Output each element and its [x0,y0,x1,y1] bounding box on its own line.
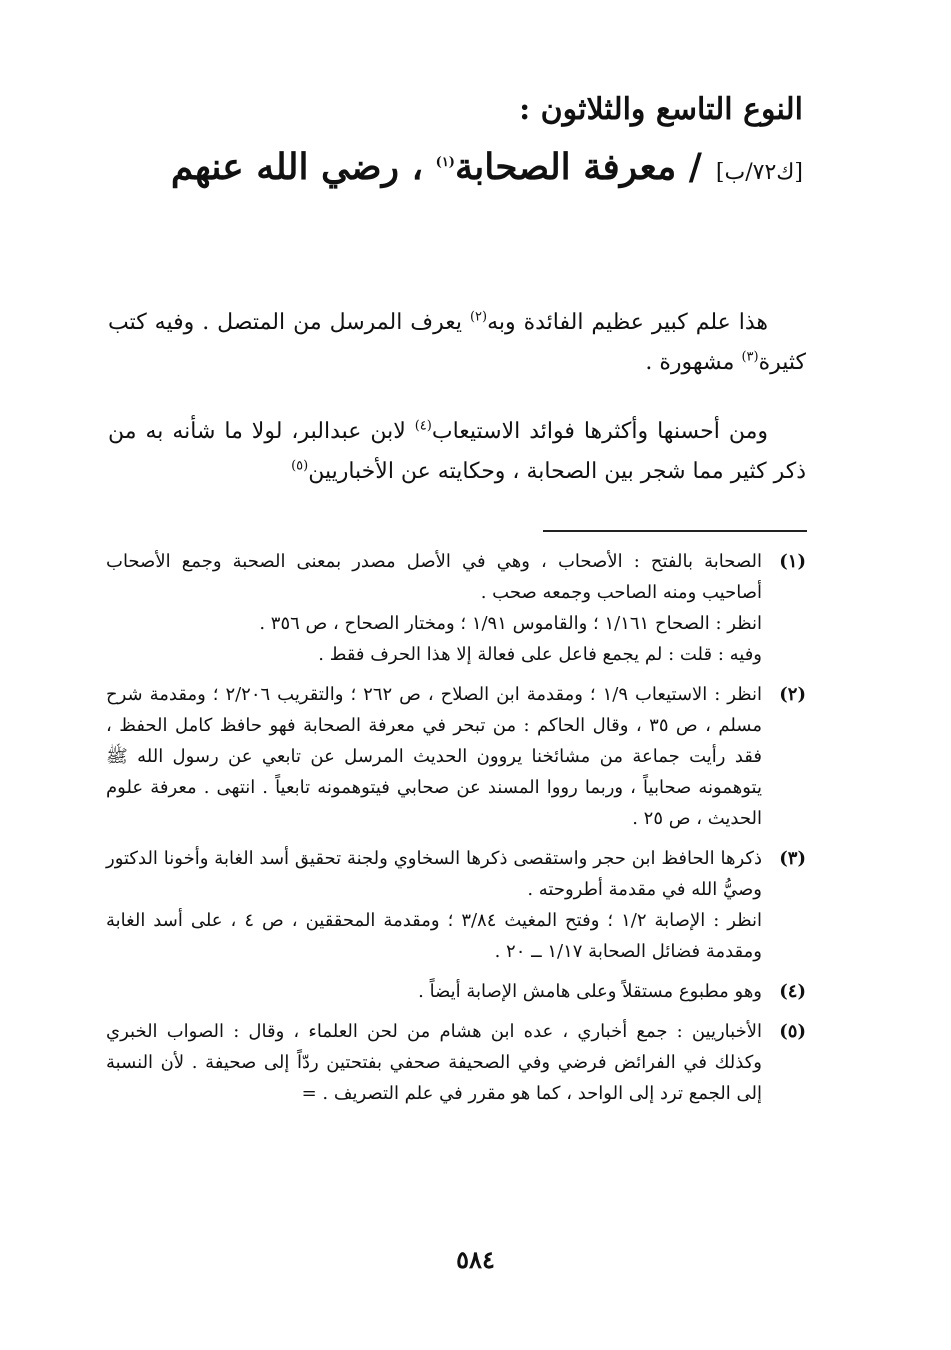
footnote-line: الصحابة بالفتح : الأصحاب ، وهي في الأصل مصدر بمعنى الصحبة وجمع الأصحاب أصاحيب ومنه الصاحب وجمعه صحب . [106,551,762,603]
footnote-ref: (١) [435,155,455,170]
body-text: هذا علم كبير عظيم الفائدة وبه [487,310,768,335]
footnote-line: انظر : الإصابة ١/٢ ؛ وفتح المغيث ٣/٨٤ ؛ ومقدمة المحققين ، ص ٤ ، على أسد الغابة ومقدمة فضائل الصحابة ١/١٧ ــ ٢٠ . [106,910,762,962]
chapter-title-tail: ، رضي الله عنهم [170,146,436,188]
footnote-ref: (٣) [741,349,759,365]
footnote-number: (٣) [779,848,806,869]
manuscript-folio-ref: [ك٧٢/ب] [715,160,803,185]
footnote-line: انظر : الصحاح ١/١٦١ ؛ والقاموس ١/٩١ ؛ ومختار الصحاح ، ص ٣٥٦ . [259,613,762,634]
body-text: ومن أحسنها وأكثرها فوائد الاستيعاب [431,419,769,444]
footnote-4 [106,976,806,1007]
footnote-ref: (٥) [291,458,309,474]
footnote-ref: (٢) [469,309,488,325]
footnote-line: وهو مطبوع مستقلاً وعلى هامش الإصابة أيضاً . [418,981,762,1002]
chapter-title-heading [171,146,803,188]
footnotes [106,546,806,1118]
footnote-ref: (٤) [414,418,432,434]
footnote-line: وفيه : قلت : لم يجمع فاعل على فعالة إلا هذا الحرف فقط . [318,644,762,665]
footnote-line: ذكرها الحافظ ابن حجر واستقصى ذكرها السخاوي ولجنة تحقيق أسد الغابة وأخونا الدكتور وصيُّ الله في مقدمة أطروحته . [106,848,762,900]
footnote-3 [106,843,806,967]
body-text: مشهورة . [645,350,742,375]
body-text: لابن عبدالبر، لولا ما شأنه به من ذكر كثير مما شجر بين الصحابة ، وحكايته عن الأخباريين [108,419,806,484]
chapter-title-text: / معرفة الصحابة [454,146,702,188]
footnote-5 [106,1016,806,1109]
footnote-number: (٥) [779,1021,806,1042]
body-paragraph-1 [108,303,806,383]
footnote-line: انظر : الاستيعاب ١/٩ ؛ ومقدمة ابن الصلاح ، ص ٢٦٢ ؛ والتقريب ٢/٢٠٦ ؛ ومقدمة شرح مسلم ، ص ٣٥ ، وقال الحاكم : من تبحر في معرفة الصحابة فهو حافظ كامل الحفظ ، فقد رأيت جماعة من مشائخنا يروون الحديث المرسل عن تابعي عن رسول الله ﷺ يتوهمونه صحابياً ، وربما رووا المسند عن صحابي فيتوهمونه تابعياً . انتهى . معرفة علوم الحديث ، ص ٢٥ . [106,684,763,829]
chapter-type-heading: النوع التاسع والثلاثون : [519,92,803,127]
footnote-number: (٤) [779,981,806,1002]
footnote-number: (١) [779,551,806,572]
footnote-line: الأخباريين : جمع أخباري ، عده ابن هشام من لحن العلماء ، وقال : الصواب الخبري وكذلك في الفرائض فرضي وفي الصحيفة صحفي بفتحتين ردّاً إلى صحيفة . لأن النسبة إلى الجمع ترد إلى الواحد ، كما هو مقرر في علم التصريف . = [106,1021,762,1104]
footnote-2 [106,679,806,834]
footnote-number: (٢) [779,684,806,705]
body-text: يعرف المرسل من المتصل . وفيه كتب كثيرة [108,310,806,375]
body-paragraph-2 [108,412,806,492]
footnote-separator [543,530,807,532]
page-number: ٥٨٤ [456,1245,495,1274]
footnote-1 [106,546,806,670]
